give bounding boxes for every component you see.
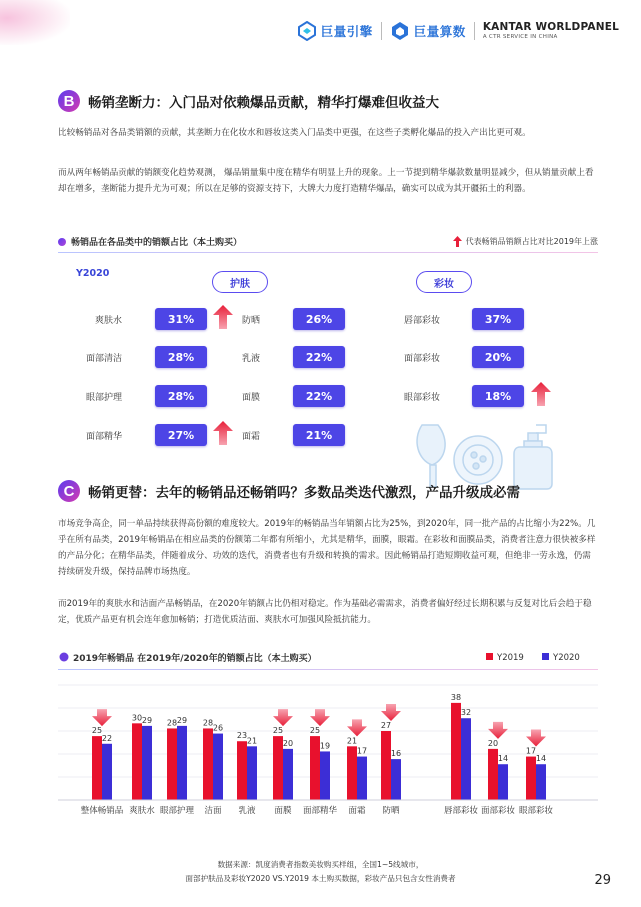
metric-label: 唇部彩妆 [403, 316, 440, 326]
panel1-year-label: Y2020 [76, 268, 110, 279]
kantar-logo [483, 22, 619, 40]
section-c-paragraph-1: 市场竞争高企，同一单品持续获得高份额的难度较大。2019年的畅销品当年销额占比为25%，到2020年，同一批产品的占比缩小为22%。几乎在所有品类，2019年畅销品在相应品类的份额第二年都有所缩小，尤其是精华，面膜，眼霜。在彩妆和面膜品类，消费者注意力很快被多样的产品分化；在精华品类，伴随着成分、功效的迭代，消费者也有升级和转换的需求。因此畅销品打造短期收益可观，但绝非一劳永逸，仍需持续研发升级，保持品牌市场热度。 [58, 519, 596, 577]
bar-y2019 [92, 736, 102, 800]
legend-swatch [542, 653, 549, 660]
section-b-paragraph-2: 而从两年畅销品贡献的销额变化趋势观测， 爆品销量集中度在精华有明显上升的现象。上一节提到精华爆款数量明显减少，但从销量贡献上看却在增多，垄断能力提升尤为可观；所以在足够的资源支持下，大牌大力度打造精华爆品，确实可以成为其开疆拓土的利器。 [58, 168, 594, 194]
bar-value-label: 26 [212, 723, 224, 733]
metric-label: 防晒 [241, 316, 260, 326]
category-label: 面部精华 [302, 806, 338, 816]
metric-label: 面部彩妆 [403, 354, 440, 364]
bar-value-label: 21 [246, 736, 258, 746]
bar-y2020 [283, 749, 293, 800]
kantar-main-text: KANTAR WORLDPANEL [482, 21, 619, 33]
bar-value-label: 14 [535, 754, 547, 764]
metric-label: 眼部护理 [85, 393, 122, 403]
bar-y2019 [347, 746, 357, 800]
bar-value-label: 25 [91, 726, 103, 736]
category-label: 洁面 [204, 806, 222, 816]
bar-y2020 [498, 764, 508, 800]
panel1-title [58, 235, 242, 248]
panel1-dot-icon [58, 238, 66, 246]
bar-y2020 [142, 726, 152, 800]
down-arrow-icon [488, 722, 508, 739]
section-b-heading [58, 90, 439, 112]
bar-y2020 [536, 764, 546, 800]
section-b-paragraph-1: 比较畅销品对各品类销额的贡献，其垄断力在化妆水和唇妆这类入门品类中更强，在这些子类孵化爆品的投入产出比更可观。 [58, 128, 531, 138]
bar-y2019 [381, 731, 391, 800]
bar-value-label: 27 [380, 721, 392, 730]
category-label: 乳液 [238, 806, 256, 816]
category-label: 爽肤水 [129, 806, 155, 816]
bar-y2019 [273, 736, 283, 800]
legend-label: Y2019 [497, 653, 524, 663]
bar-y2020 [102, 744, 112, 800]
makeup-category-pill: 彩妆 [416, 271, 472, 293]
panel1-title-row [58, 235, 598, 248]
metric-value-box: 22% [293, 385, 345, 407]
down-arrow-icon [381, 704, 401, 721]
bar-value-label: 30 [131, 713, 143, 723]
bar-y2020 [320, 751, 330, 800]
bar-value-label: 28 [202, 718, 214, 728]
bar-value-label: 23 [236, 731, 248, 741]
bar-value-label: 38 [450, 692, 462, 702]
metric-label: 面部清洁 [85, 354, 122, 364]
section-b-badge: B [58, 90, 80, 112]
corner-decoration [0, 0, 70, 45]
category-label: 面膜 [274, 806, 292, 816]
section-b-title: 畅销垄断力：入门品对依赖爆品贡献，精华打爆难但收益大 [88, 95, 439, 111]
kantar-sub-text: A CTR SERVICE IN CHINA [482, 33, 558, 40]
panel1-title-text: 畅销品在各品类中的销额占比（本土购买） [71, 238, 243, 248]
header-logos [297, 18, 619, 44]
metric-value-box: 21% [293, 424, 345, 446]
bar-value-label: 21 [346, 736, 358, 746]
chart-header-line [58, 669, 598, 670]
metric-value-box: 22% [293, 346, 345, 368]
category-label: 防晒 [382, 806, 400, 816]
up-arrow-icon [531, 382, 551, 406]
bar-chart-svg [58, 645, 598, 830]
legend-swatch [486, 653, 493, 660]
category-label: 面霜 [348, 806, 366, 816]
bar-value-label: 20 [487, 738, 499, 748]
panel1-legend-text: 代表畅销品销额占比对比2019年上涨 [465, 237, 598, 246]
section-c-paragraph-2: 而2019年的爽肤水和洁面产品畅销品，在2020年销额占比仍相对稳定。作为基础必需需求，消费者偏好经过长期积累与反复对比后会趋于稳定，优质产品更有机会连年愈加畅销；打造优质洁面、爽肤水可加强风险抵抗能力。 [58, 599, 592, 625]
footnote-line-1: 数据来源：凯度消费者指数美妆购买样组，全国1~5线城市， [217, 860, 424, 869]
bar-y2020 [461, 718, 471, 800]
down-arrow-icon [273, 709, 293, 726]
panel1-legend [453, 236, 598, 247]
ocean-engine-icon [297, 21, 317, 41]
bar-y2019 [167, 728, 177, 800]
panel1-divider [58, 252, 598, 253]
logo-divider [474, 22, 475, 40]
bar-y2020 [391, 759, 401, 800]
bar-value-label: 22 [101, 733, 113, 743]
bar-value-label: 29 [141, 715, 153, 725]
up-arrow-legend-icon [453, 236, 462, 247]
legend-label: Y2020 [553, 653, 580, 663]
category-label: 眼部护理 [159, 806, 195, 816]
bar-value-label: 17 [356, 746, 368, 756]
bar-y2019 [203, 728, 213, 800]
bar-y2020 [177, 726, 187, 800]
metric-label: 眼部彩妆 [403, 393, 440, 403]
ocean-data-logo [390, 21, 466, 41]
metric-value-box: 31% [155, 308, 207, 330]
bar-value-label: 14 [497, 754, 509, 764]
category-label: 眼部彩妆 [518, 806, 554, 816]
metric-label: 面膜 [241, 393, 260, 403]
bar-y2020 [357, 757, 367, 800]
skincare-category-pill: 护肤 [212, 271, 268, 293]
section-c-heading [58, 480, 520, 502]
metric-value-box: 28% [155, 385, 207, 407]
bar-chart [58, 645, 598, 830]
category-label: 面部彩妆 [480, 806, 516, 816]
page-number: 29 [594, 873, 611, 888]
ocean-engine-logo [297, 21, 373, 41]
category-label: 整体畅销品 [80, 806, 124, 816]
chart-title-dot-icon [60, 653, 69, 662]
metric-value-box: 18% [472, 385, 524, 407]
bar-y2019 [451, 703, 461, 800]
bar-value-label: 19 [319, 741, 331, 751]
metric-label: 乳液 [241, 354, 260, 364]
bar-y2019 [237, 741, 247, 800]
down-arrow-icon [92, 709, 112, 726]
bar-value-label: 25 [272, 726, 284, 736]
bar-y2019 [132, 723, 142, 800]
metric-value-box: 27% [155, 424, 207, 446]
bar-value-label: 28 [166, 718, 178, 728]
metric-value-box: 20% [472, 346, 524, 368]
footnote-line-2: 面部护肤品及彩妆Y2020 VS.Y2019 本土购买数据，彩妆产品只包含女性消费者 [185, 874, 456, 883]
bar-y2019 [488, 749, 498, 800]
metric-label: 面部精华 [85, 432, 122, 442]
bar-y2019 [310, 736, 320, 800]
bar-value-label: 16 [390, 749, 402, 759]
bar-value-label: 20 [282, 738, 294, 748]
down-arrow-icon [347, 719, 367, 736]
metric-value-box: 37% [472, 308, 524, 330]
metric-value-box: 26% [293, 308, 345, 330]
bar-value-label: 29 [176, 715, 188, 725]
metric-label: 面霜 [241, 432, 260, 442]
logo1-text: 巨量引擎 [320, 24, 373, 39]
logo-divider [381, 22, 382, 40]
ocean-data-icon [390, 21, 410, 41]
bar-y2020 [213, 734, 223, 800]
metric-label: 爽肤水 [94, 316, 122, 326]
section-c-title: 畅销更替：去年的畅销品还畅销吗？多数品类迭代激烈，产品升级成必需 [88, 485, 520, 501]
bar-value-label: 32 [460, 708, 472, 718]
chart-title: 2019年畅销品 在2019年/2020年的销额占比（本土购买） [73, 654, 317, 664]
bar-y2020 [247, 746, 257, 800]
bar-y2019 [526, 757, 536, 800]
section-c-badge: C [58, 480, 80, 502]
bar-value-label: 25 [309, 726, 321, 736]
bar-value-label: 17 [525, 746, 537, 756]
category-label: 唇部彩妆 [443, 806, 479, 816]
down-arrow-icon [310, 709, 330, 726]
logo2-text: 巨量算数 [413, 24, 466, 39]
metric-value-box: 28% [155, 346, 207, 368]
down-arrow-icon [526, 730, 546, 747]
cosmetics-decoration-icon [410, 415, 560, 490]
